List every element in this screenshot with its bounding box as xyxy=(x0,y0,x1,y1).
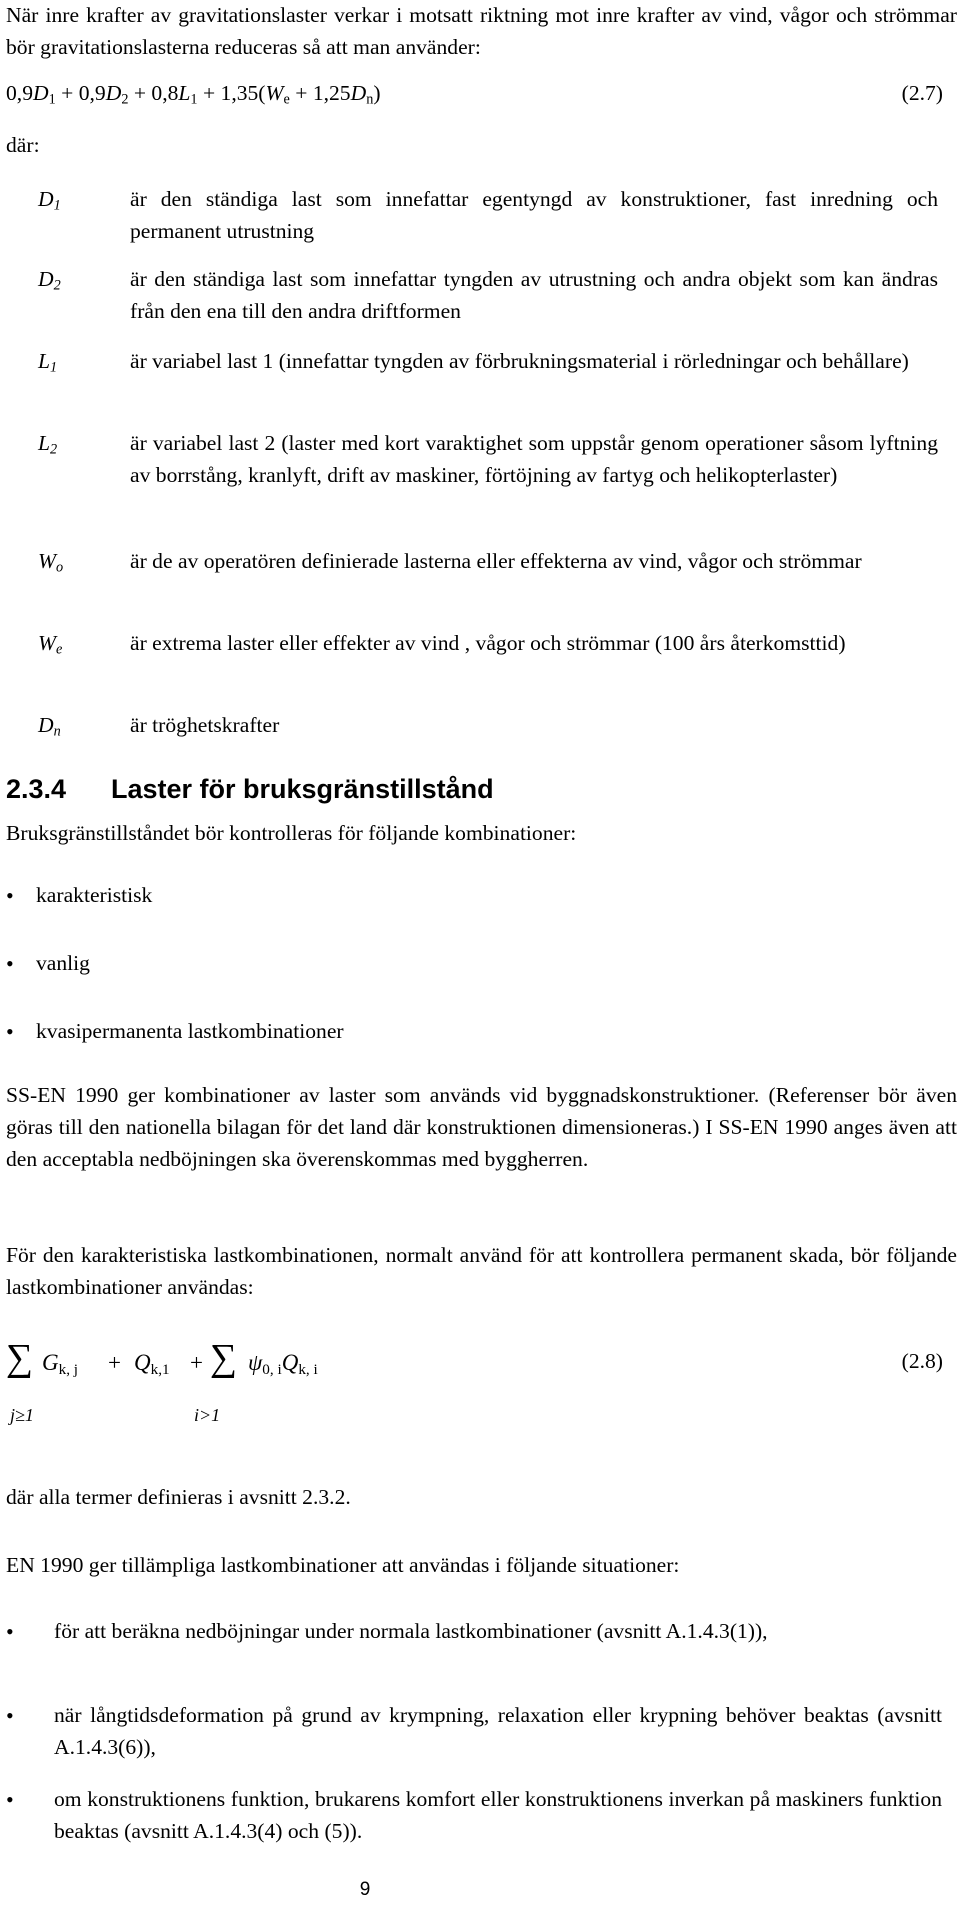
section-number: 2.3.4 xyxy=(6,774,67,804)
definition-symbol: $D_1$ xyxy=(38,187,61,214)
list-item-text: för att beräkna nedböjningar under normala lastkombinationer (avsnitt A.1.4.3(1)), xyxy=(54,1619,768,1643)
definition-text: är variabel last 1 (innefattar tyngden av förbrukningsmaterial i rörledningar och behållare) xyxy=(130,349,909,373)
definition-text: är variabel last 2 (laster med kort varaktighet som uppstår genom operationer såsom lyftning av borrstång, kranlyft, drift av maskiner, förtöjning av fartyg och helikopterlaster) xyxy=(130,431,938,487)
list-item-text: vanlig xyxy=(36,951,90,975)
summation-icon: ∑ xyxy=(6,1337,34,1379)
bullet-icon: • xyxy=(6,1619,14,1644)
paragraph: EN 1990 ger tillämpliga lastkombinationer att användas i följande situationer: xyxy=(6,1553,680,1577)
definition-text: är de av operatören definierade lasterna eller effekterna av vind, vågor och strömmar xyxy=(130,549,862,573)
equation-2-7 xyxy=(6,78,957,108)
list-item-text: när långtidsdeformation på grund av krympning, relaxation eller krypning behöver beaktas (avsnitt A.1.4.3(6)), xyxy=(54,1703,942,1759)
definition-symbol: $D_2$ xyxy=(38,267,61,294)
paragraph: För den karakteristiska lastkombinationen, normalt använd för att kontrollera permanent skada, bör följande lastkombinationer användas: xyxy=(6,1243,957,1299)
bullet-icon: • xyxy=(6,883,14,908)
list-item-text: om konstruktionens funktion, brukarens komfort eller konstruktionens inverkan på maskiners funktion beaktas (avsnitt A.1.4.3(4) och (5)). xyxy=(54,1787,942,1843)
equation-term: $\psi_{0, i}Q_{k, i}$ xyxy=(248,1350,318,1378)
definition-text: är extrema laster eller effekter av vind , vågor och strömmar (100 års återkomsttid) xyxy=(130,631,846,655)
definition-symbol: $L_2$ xyxy=(38,431,58,458)
equation-operator: + xyxy=(108,1350,121,1375)
definition-text: är den ständiga last som innefattar tyngden av utrustning och andra objekt som kan ändras från den ena till den andra driftformen xyxy=(130,267,938,323)
bullet-icon: • xyxy=(6,1019,14,1044)
section-intro: Bruksgränstillståndet bör kontrolleras för följande kombinationer: xyxy=(6,821,577,845)
bullet-icon: • xyxy=(6,1787,14,1812)
summation-index: i>1 xyxy=(194,1405,221,1425)
list-item-text: karakteristisk xyxy=(36,883,153,907)
equation-2-7-number: (2.7) xyxy=(901,81,943,105)
equation-2-8 xyxy=(6,1338,957,1438)
page-number: 9 xyxy=(359,1879,371,1900)
paragraph: där alla termer definieras i avsnitt 2.3.2. xyxy=(6,1485,351,1509)
equation-term: $Q_{k,1}$ xyxy=(134,1350,170,1378)
definition-symbol: $D_n$ xyxy=(38,713,61,740)
bullet-icon: • xyxy=(6,1703,14,1728)
equation-2-7-expression: $0,9D_1 + 0,9D_2 + 0,8L_1 + 1,35(W_e + 1,25D_n)$ xyxy=(6,81,381,108)
summation-icon: ∑ xyxy=(210,1337,238,1379)
equation-term: $G_{k, j}$ xyxy=(42,1350,79,1378)
definition-symbol: $W_e$ xyxy=(38,631,63,658)
paragraph: SS-EN 1990 ger kombinationer av laster som används vid byggnadskonstruktioner. (Referenser bör även göras till den nationella bilagan för det land där konstruktionen dimensioneras.) I SS-EN 1990 anges även att den acceptabla nedböjningen ska överenskommas med byggherren. xyxy=(6,1083,957,1171)
definition-text: är tröghetskrafter xyxy=(130,713,280,737)
equation-2-8-number: (2.8) xyxy=(901,1349,943,1373)
summation-index: j≥1 xyxy=(10,1405,34,1425)
definition-symbol: $L_1$ xyxy=(38,349,58,376)
definition-text: är den ständiga last som innefattar egentyngd av konstruktioner, fast inredning och permanent utrustning xyxy=(130,187,938,243)
bullet-icon: • xyxy=(6,951,14,976)
equation-operator: + xyxy=(190,1350,203,1375)
definition-symbol: $W_o$ xyxy=(38,549,64,576)
where-label: där: xyxy=(6,133,40,157)
list-item-text: kvasipermanenta lastkombinationer xyxy=(36,1019,344,1043)
section-title: Laster för bruksgränstillstånd xyxy=(111,774,494,804)
intro-paragraph: När inre krafter av gravitationslaster verkar i motsatt riktning mot inre krafter av vind, vågor och strömmar bör gravitationslasterna reduceras så att man använder: xyxy=(6,3,957,59)
section-heading xyxy=(6,772,494,806)
